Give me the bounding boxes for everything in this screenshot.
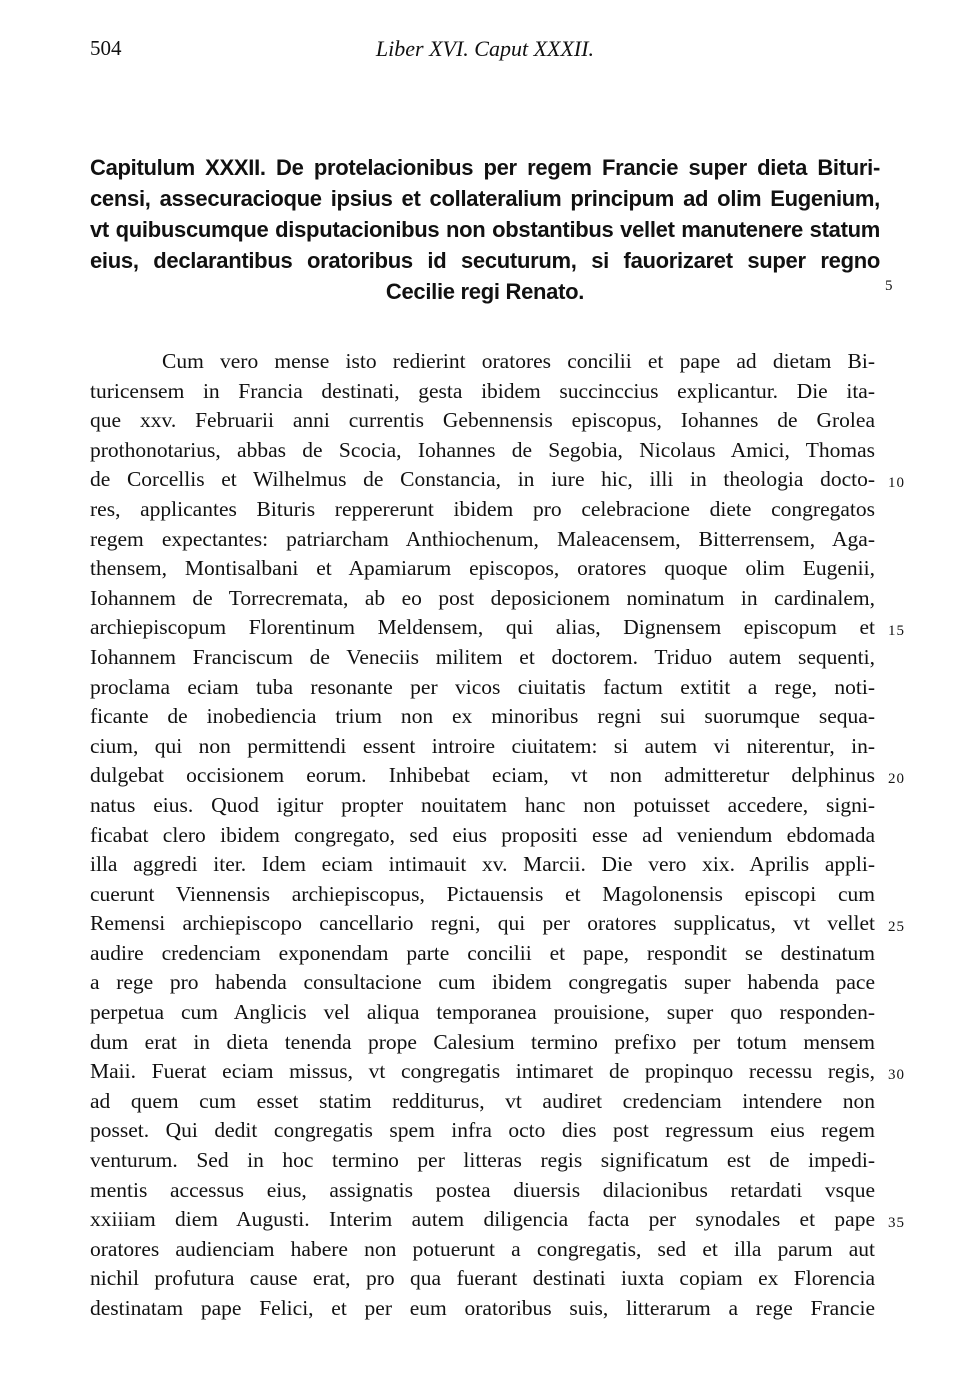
text-line: dulgebat occisionem eorum. Inhibebat eciam, vt non admitteretur delphinus (90, 763, 875, 788)
chapter-heading (90, 152, 880, 307)
text-line: a rege pro habenda consultacione cum ibidem congregatis super habenda pace (90, 970, 875, 995)
text-line: Iohannem Franciscum de Veneciis militem et doctorem. Triduo autem sequenti, (90, 644, 875, 669)
text-line: turicensem in Francia destinati, gesta ibidem succinccius explicantur. Die ita- (90, 378, 875, 403)
text-line: prothonotarius, abbas de Scocia, Iohannes de Segobia, Nicolaus Amici, Thomas (90, 437, 875, 462)
text-line: res, applicantes Bituris reppererunt ibidem pro celebracione diete congregatos (90, 496, 875, 521)
chapter-heading-line: censi, assecuracioque ipsius et collateralium principum ad olim Eugenium, (90, 186, 880, 211)
text-line: Iohannem de Torrecremata, ab eo post deposicionem nominatum in cardinalem, (90, 585, 875, 610)
text-line: cuerunt Viennensis archiepiscopus, Pictauensis et Magolonensis episcopi cum (90, 881, 875, 906)
page-number: 504 (90, 36, 122, 60)
text-line: mentis accessus eius, assignatis postea diuersis dilacionibus retardati vsque (90, 1177, 875, 1202)
line-number: 20 (888, 771, 905, 787)
text-line: archiepiscopum Florentinum Meldensem, qui alias, Dignensem episcopum et (90, 615, 875, 640)
line-number: 35 (888, 1215, 905, 1231)
text-line: de Corcellis et Wilhelmus de Constancia, in iure hic, illi in theologia docto- (90, 467, 875, 492)
line-number: 30 (888, 1067, 905, 1083)
text-line: perpetua cum Anglicis vel aliqua temporanea prouisione, super quo responden- (90, 1000, 875, 1025)
body-text (90, 347, 875, 1324)
line-number: 5 (885, 278, 894, 294)
text-line: Remensi archiepiscopo cancellario regni, qui per oratores supplicatus, vt vellet (90, 911, 875, 936)
text-line: destinatam pape Felici, et per eum oratoribus suis, litterarum a rege Francie (90, 1296, 875, 1320)
page-header (90, 36, 880, 64)
line-number: 10 (888, 475, 905, 491)
chapter-heading-line: vt quibuscumque disputacionibus non obstantibus vellet manutenere statum (90, 217, 880, 242)
text-line: proclama eciam tuba resonante per vicos ciuitatis factum extitit a rege, noti- (90, 674, 875, 699)
text-line: Maii. Fuerat eciam missus, vt congregatis intimaret de propinquo recessu regis, (90, 1059, 875, 1084)
line-number: 15 (888, 623, 905, 639)
text-line: illa aggredi iter. Idem eciam intimauit xv. Marcii. Die vero xix. Aprilis appli- (90, 852, 875, 877)
chapter-heading-line: Cecilie regi Renato. (385, 279, 585, 304)
chapter-heading-line: eius, declarantibus oratoribus id secuturum, si fauorizaret super regno (90, 248, 880, 273)
text-line: posset. Qui dedit congregatis spem infra octo dies post regressum eius regem (90, 1118, 875, 1143)
text-line: nichil profutura cause erat, pro qua fuerant destinati iuxta copiam ex Florencia (90, 1266, 875, 1291)
text-line: Cum vero mense isto redierint oratores concilii et pape ad dietam Bi- (162, 349, 875, 373)
chapter-heading-line: Capitulum XXXII. De protelacionibus per regem Francie super dieta Bituri- (90, 155, 880, 180)
text-line: thensem, Montisalbani et Apamiarum episcopos, oratores quoque olim Eugenii, (90, 556, 875, 581)
text-line: ficabat clero ibidem congregato, sed eius propositi esse ad veniendum ebdomada (90, 822, 875, 847)
line-number: 25 (888, 919, 905, 935)
text-line: regem expectantes: patriarcham Anthiochenum, Maleacensem, Bitterrensem, Aga- (90, 526, 875, 551)
text-line: dum erat in dieta tenenda prope Calesium termino prefixo per totum mensem (90, 1029, 875, 1054)
text-line: que xxv. Februarii anni currentis Gebennensis episcopus, Iohannes de Grolea (90, 408, 875, 433)
text-line: xxiiiam diem Augusti. Interim autem diligencia facta per synodales et pape (90, 1207, 875, 1232)
text-line: ficante de inobediencia trium non ex minoribus regni sui suorumque sequa- (90, 704, 875, 729)
text-line: ad quem cum esset statim redditurus, vt audiret credenciam intendere non (90, 1088, 875, 1113)
text-line: venturum. Sed in hoc termino per litteras regis significatum est de impedi- (90, 1148, 875, 1173)
text-line: cium, qui non permittendi essent introire ciuitatem: si autem vi niterentur, in- (90, 733, 875, 758)
running-title: Liber XVI. Caput XXXII. (375, 36, 595, 61)
text-line: natus eius. Quod igitur propter nouitatem hanc non potuisset accedere, signi- (90, 792, 875, 817)
text-line: oratores audienciam habere non potuerunt a congregatis, sed et illa parum aut (90, 1236, 875, 1261)
text-line: audire credenciam exponendam parte concilii et pape, respondit se destinatum (90, 940, 875, 965)
